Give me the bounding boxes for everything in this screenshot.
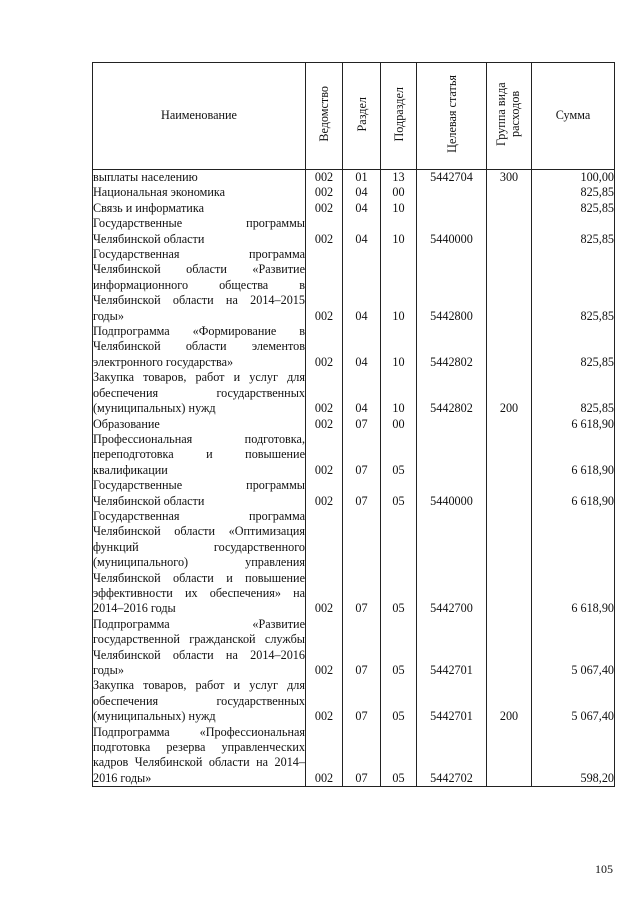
cell-expense-group <box>487 478 532 509</box>
header-amount: Сумма <box>532 63 615 170</box>
cell-department: 002 <box>306 185 343 200</box>
header-section: Раздел <box>343 63 381 170</box>
cell-target-article: 5440000 <box>417 216 487 247</box>
page-number: 105 <box>595 862 613 876</box>
cell-section: 01 <box>343 170 381 186</box>
header-department: Ведомство <box>306 63 343 170</box>
cell-target-article <box>417 432 487 478</box>
header-expense-group: Группа вида расходов <box>487 63 532 170</box>
cell-department: 002 <box>306 417 343 432</box>
cell-expense-group <box>487 216 532 247</box>
cell-section: 07 <box>343 509 381 617</box>
cell-expense-group <box>487 185 532 200</box>
cell-department: 002 <box>306 432 343 478</box>
cell-name: Закупка товаров, работ и услуг для обеспечения государственных (муниципальных) нужд <box>93 678 305 724</box>
cell-expense-group <box>487 725 532 787</box>
cell-subsection: 00 <box>381 417 417 432</box>
cell-target-article: 5440000 <box>417 478 487 509</box>
cell-expense-group <box>487 247 532 324</box>
table-row <box>93 247 615 324</box>
cell-name: Подпрограмма «Профессиональная подготовка резерва управленческих кадров Челябинской области на 2014–2016 годы» <box>93 724 305 785</box>
cell-name: Государственная программа Челябинской области «Оптимизация функций государственного (муниципального) управления Челябинской области и повышение эффективности их обеспечения» на 2014–2016 годы <box>93 508 305 616</box>
cell-target-article: 5442802 <box>417 324 487 370</box>
cell-department: 002 <box>306 201 343 216</box>
cell-expense-group: 300 <box>487 170 532 186</box>
header-target-article: Целевая статья <box>417 63 487 170</box>
cell-subsection: 10 <box>381 201 417 216</box>
cell-amount: 6 618,90 <box>532 432 615 478</box>
cell-department: 002 <box>306 324 343 370</box>
cell-department: 002 <box>306 678 343 724</box>
cell-section: 04 <box>343 201 381 216</box>
cell-target-article: 5442800 <box>417 247 487 324</box>
table-row <box>93 478 615 509</box>
cell-section: 07 <box>343 417 381 432</box>
cell-expense-group <box>487 432 532 478</box>
cell-amount: 5 067,40 <box>532 617 615 679</box>
cell-name: Профессиональная подготовка, переподготовка и повышение квалификации <box>93 431 305 477</box>
table-row <box>93 170 615 186</box>
cell-section: 04 <box>343 370 381 416</box>
cell-department: 002 <box>306 170 343 186</box>
cell-department: 002 <box>306 478 343 509</box>
cell-department: 002 <box>306 370 343 416</box>
cell-name: Государственные программы Челябинской области <box>93 478 305 508</box>
cell-amount: 825,85 <box>532 247 615 324</box>
cell-expense-group <box>487 201 532 216</box>
cell-amount: 6 618,90 <box>532 509 615 617</box>
table-row <box>93 617 615 679</box>
cell-amount: 825,85 <box>532 324 615 370</box>
cell-section: 07 <box>343 432 381 478</box>
cell-target-article: 5442701 <box>417 617 487 679</box>
table-row <box>93 432 615 478</box>
cell-name: Закупка товаров, работ и услуг для обеспечения государственных (муниципальных) нужд <box>93 370 305 416</box>
table-row <box>93 725 615 787</box>
cell-amount: 6 618,90 <box>532 417 615 432</box>
table-row <box>93 509 615 617</box>
cell-subsection: 05 <box>381 432 417 478</box>
cell-section: 07 <box>343 478 381 509</box>
cell-section: 04 <box>343 247 381 324</box>
cell-subsection: 10 <box>381 247 417 324</box>
cell-department: 002 <box>306 247 343 324</box>
cell-amount: 5 067,40 <box>532 678 615 724</box>
cell-section: 07 <box>343 725 381 787</box>
cell-department: 002 <box>306 216 343 247</box>
cell-subsection: 00 <box>381 185 417 200</box>
cell-name: Государственная программа Челябинской области «Развитие информационного общества в Челябинской области на 2014–2015 годы» <box>93 247 305 323</box>
cell-subsection: 10 <box>381 324 417 370</box>
cell-expense-group <box>487 324 532 370</box>
cell-name: Национальная экономика <box>93 185 306 200</box>
cell-name: выплаты населению <box>93 170 306 186</box>
table-row <box>93 370 615 416</box>
cell-name: Подпрограмма «Формирование в Челябинской области элементов электронного государства» <box>93 324 305 369</box>
table-row <box>93 678 615 724</box>
table-row <box>93 185 615 200</box>
cell-subsection: 05 <box>381 617 417 679</box>
cell-name: Связь и информатика <box>93 201 306 216</box>
cell-amount: 825,85 <box>532 370 615 416</box>
cell-expense-group: 200 <box>487 678 532 724</box>
cell-section: 07 <box>343 678 381 724</box>
cell-expense-group <box>487 509 532 617</box>
cell-expense-group <box>487 417 532 432</box>
cell-target-article <box>417 417 487 432</box>
cell-section: 04 <box>343 324 381 370</box>
cell-name: Подпрограмма «Развитие государственной гражданской службы Челябинской области на 2014–2016 годы» <box>93 616 305 677</box>
table-row <box>93 201 615 216</box>
cell-target-article: 5442704 <box>417 170 487 186</box>
cell-subsection: 13 <box>381 170 417 186</box>
cell-amount: 825,85 <box>532 201 615 216</box>
budget-table <box>92 62 615 787</box>
table-header-row <box>93 63 615 170</box>
cell-target-article: 5442702 <box>417 725 487 787</box>
cell-expense-group: 200 <box>487 370 532 416</box>
cell-subsection: 10 <box>381 216 417 247</box>
cell-target-article <box>417 185 487 200</box>
cell-amount: 100,00 <box>532 170 615 186</box>
cell-subsection: 05 <box>381 509 417 617</box>
cell-target-article <box>417 201 487 216</box>
cell-amount: 6 618,90 <box>532 478 615 509</box>
cell-department: 002 <box>306 725 343 787</box>
cell-amount: 598,20 <box>532 725 615 787</box>
header-subsection: Подраздел <box>381 63 417 170</box>
table-body <box>93 170 615 787</box>
cell-subsection: 05 <box>381 478 417 509</box>
cell-department: 002 <box>306 617 343 679</box>
cell-target-article: 5442700 <box>417 509 487 617</box>
cell-target-article: 5442701 <box>417 678 487 724</box>
table-row <box>93 216 615 247</box>
cell-target-article: 5442802 <box>417 370 487 416</box>
cell-subsection: 05 <box>381 725 417 787</box>
cell-subsection: 10 <box>381 370 417 416</box>
cell-section: 04 <box>343 185 381 200</box>
cell-amount: 825,85 <box>532 216 615 247</box>
table-row <box>93 417 615 432</box>
cell-expense-group <box>487 617 532 679</box>
cell-section: 07 <box>343 617 381 679</box>
cell-section: 04 <box>343 216 381 247</box>
cell-subsection: 05 <box>381 678 417 724</box>
cell-name: Государственные программы Челябинской области <box>93 216 305 246</box>
cell-name: Образование <box>93 417 306 432</box>
table-row <box>93 324 615 370</box>
cell-amount: 825,85 <box>532 185 615 200</box>
cell-department: 002 <box>306 509 343 617</box>
header-name: Наименование <box>93 63 306 170</box>
